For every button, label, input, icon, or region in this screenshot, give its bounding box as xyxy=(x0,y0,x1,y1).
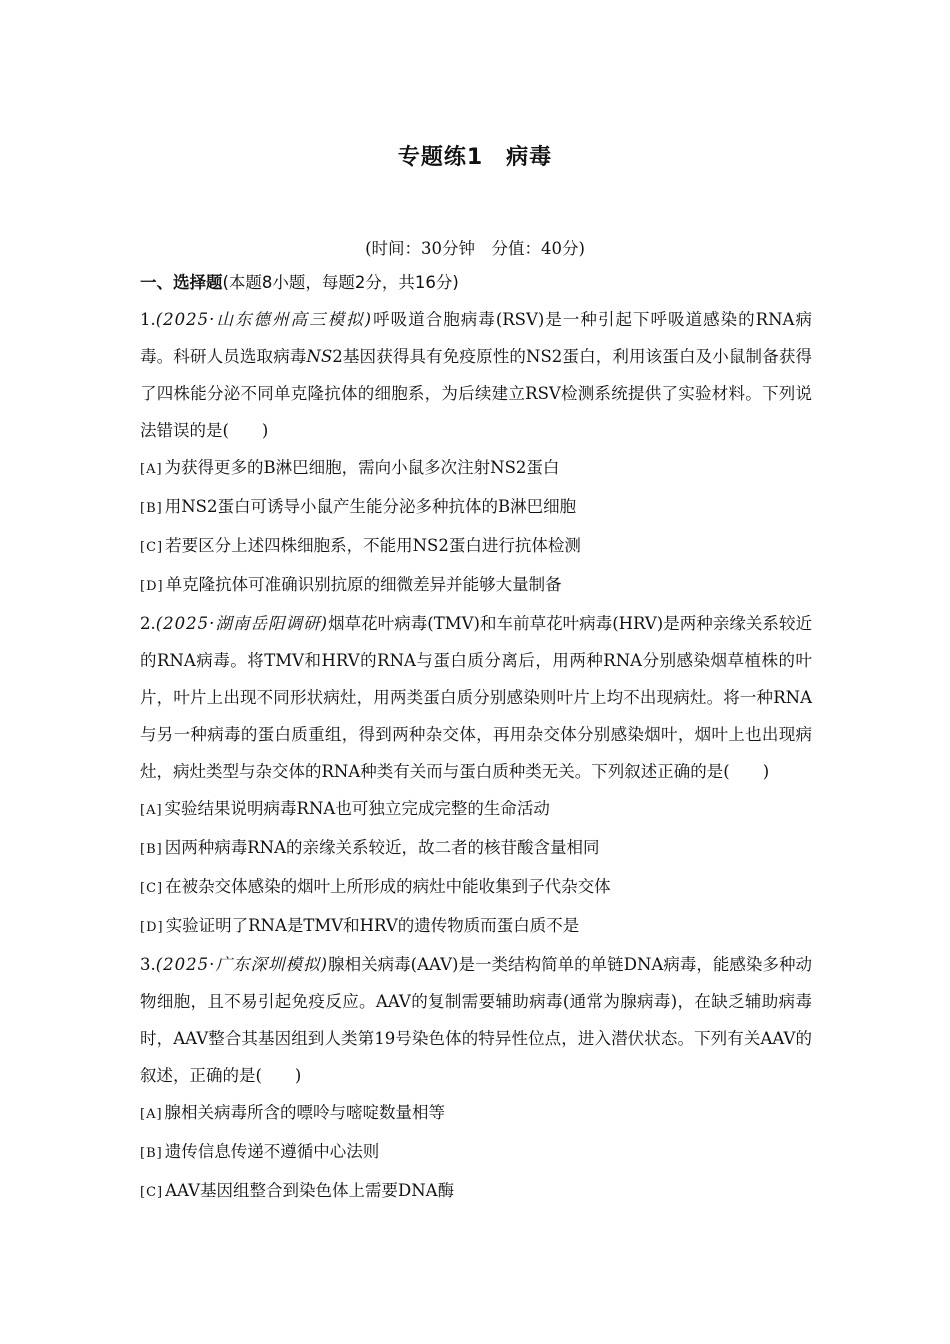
option-text: 用NS2蛋白可诱导小鼠产生能分泌多种抗体的B淋巴细胞 xyxy=(164,497,577,516)
option-text: 单克隆抗体可准确识别抗原的细微差异并能够大量制备 xyxy=(165,575,562,594)
option-letter: [A] xyxy=(140,1107,163,1122)
time-score-info: (时间：30分钟 分值：40分) xyxy=(365,239,585,258)
gene-name: NS xyxy=(306,347,333,366)
page-title: 专题练1 病毒 xyxy=(397,145,553,170)
option-letter: [C] xyxy=(140,881,164,896)
option-letter: [B] xyxy=(140,501,163,516)
question-text: 烟草花叶病毒(TMV)和车前草花叶病毒(HRV)是两种亲缘关系较近的RNA病毒。将TMV和HRV的RNA与蛋白质分离后，用两种RNA分别感染烟草植株的叶片，叶片上出现不同形状病灶，用两类蛋白质分别感染则叶片上均不出现病灶。将一种RNA与另一种病毒的蛋白质重组，得到两种杂交体，再用杂交体分别感染烟叶，烟叶上也出现病灶，病灶类型与杂交体的RNA种类有关而与蛋白质种类无关。下列叙述正确的是( ) xyxy=(140,614,812,781)
option-c[interactable] xyxy=(140,868,812,907)
question-source: (2025·湖南岳阳调研) xyxy=(155,614,329,633)
question-number: 1. xyxy=(140,310,156,329)
option-text: 遗传信息传递不遵循中心法则 xyxy=(164,1142,380,1161)
question-source: (2025·广东深圳模拟) xyxy=(155,955,329,974)
section-note: (本题8小题，每题2分，共16分) xyxy=(222,273,459,292)
option-a[interactable] xyxy=(140,1094,812,1133)
question-number: 2. xyxy=(140,614,156,633)
option-d[interactable] xyxy=(140,566,812,605)
option-text: 若要区分上述四株细胞系，不能用NS2蛋白进行抗体检测 xyxy=(165,536,581,555)
option-text: 实验结果说明病毒RNA也可独立完成完整的生命活动 xyxy=(164,799,550,818)
question-1 xyxy=(140,301,812,605)
question-stem xyxy=(140,946,812,1094)
option-a[interactable] xyxy=(140,449,812,488)
section-title: 一、选择题 xyxy=(140,273,223,292)
option-letter: [D] xyxy=(140,579,164,594)
option-letter: [B] xyxy=(140,1146,163,1161)
content-body xyxy=(140,264,812,1211)
question-source: (2025·山东德州高三模拟) xyxy=(155,310,373,329)
question-number: 3. xyxy=(140,955,156,974)
option-d[interactable] xyxy=(140,907,812,946)
option-a[interactable] xyxy=(140,790,812,829)
question-text: 呼吸道合胞病毒(RSV)是一种引起下呼吸道感染的RNA病毒。科研人员选取病毒 xyxy=(140,310,812,366)
question-stem xyxy=(140,301,812,449)
option-letter: [D] xyxy=(140,920,164,935)
option-text: 在被杂交体感染的烟叶上所形成的病灶中能收集到子代杂交体 xyxy=(165,877,611,896)
option-c[interactable] xyxy=(140,527,812,566)
question-stem xyxy=(140,605,812,790)
option-c[interactable] xyxy=(140,1172,812,1211)
option-b[interactable] xyxy=(140,488,812,527)
option-text: 因两种病毒RNA的亲缘关系较近，故二者的核苷酸含量相同 xyxy=(164,838,600,857)
question-text: 腺相关病毒(AAV)是一类结构简单的单链DNA病毒，能感染多种动物细胞，且不易引起免疫反应。AAV的复制需要辅助病毒(通常为腺病毒)，在缺乏辅助病毒时，AAV整合其基因组到人类第19号染色体的特异性位点，进入潜伏状态。下列有关AAV的叙述，正确的是( ) xyxy=(140,955,812,1085)
option-letter: [C] xyxy=(140,540,164,555)
option-text: AAV基因组整合到染色体上需要DNA酶 xyxy=(165,1181,455,1200)
section-heading xyxy=(140,264,812,301)
question-2 xyxy=(140,605,812,946)
option-text: 腺相关病毒所含的嘌呤与嘧啶数量相等 xyxy=(164,1103,446,1122)
option-letter: [B] xyxy=(140,842,163,857)
option-b[interactable] xyxy=(140,1133,812,1172)
option-letter: [A] xyxy=(140,803,163,818)
option-letter: [A] xyxy=(140,462,163,477)
question-3 xyxy=(140,946,812,1211)
option-text: 为获得更多的B淋巴细胞，需向小鼠多次注射NS2蛋白 xyxy=(164,458,560,477)
option-letter: [C] xyxy=(140,1185,164,1200)
question-text-cont: 2基因获得具有免疫原性的NS2蛋白，利用该蛋白及小鼠制备获得了四株能分泌不同单克隆抗体的细胞系，为后续建立RSV检测系统提供了实验材料。下列说法错误的是( ) xyxy=(140,347,813,440)
option-b[interactable] xyxy=(140,829,812,868)
option-text: 实验证明了RNA是TMV和HRV的遗传物质而蛋白质不是 xyxy=(165,916,580,935)
